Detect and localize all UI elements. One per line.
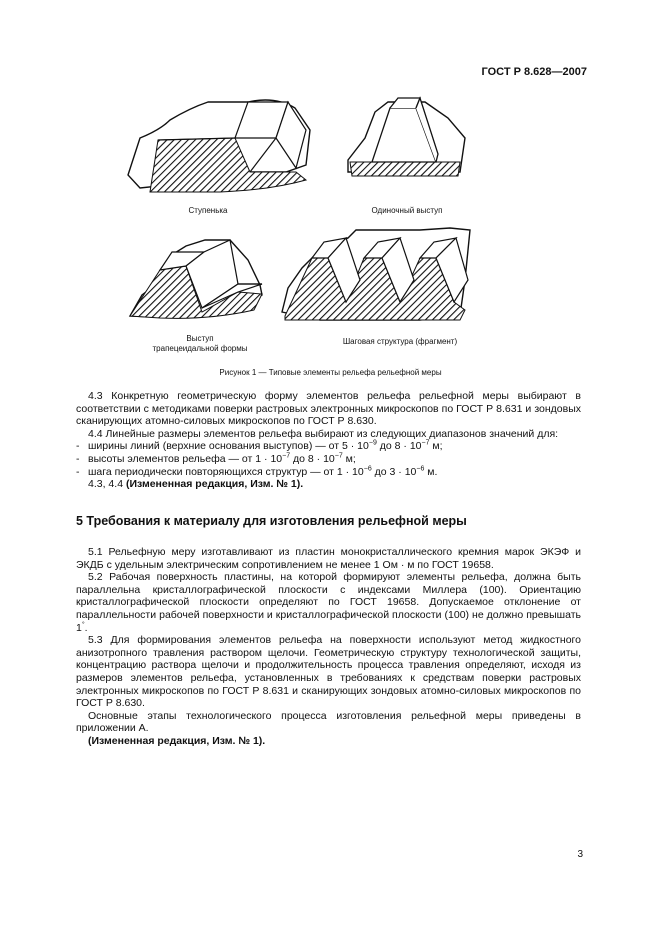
label-trapezoid-line1: Выступ <box>186 334 214 343</box>
label-single-protrusion: Одиночный выступ <box>371 206 443 215</box>
grating-structure-drawing <box>282 228 470 320</box>
single-protrusion-drawing <box>348 98 465 176</box>
list-item-height: - высоты элементов рельефа — от $1 \cdot 10^{-7}$ до $8 \cdot 10^{-7}$ м; <box>76 453 581 466</box>
figure-caption: Рисунок 1 — Типовые элементы рельефа рельефной меры <box>219 368 442 377</box>
label-step: Ступенька <box>188 206 228 215</box>
label-trapezoid-line2: трапецеидальной формы <box>152 344 248 353</box>
section-5-text <box>76 546 581 748</box>
section-5-title: 5 Требования к материалу для изготовления рельефной меры <box>76 514 467 528</box>
paragraph-5-1: 5.1 Рельефную меру изготавливают из пластин монокристаллического кремния марок ЭКЭФ и ЭКДБ с удельным электрическим сопротивлением не менее 1 Ом · м по ГОСТ 19658. <box>76 546 581 571</box>
paragraph-5-3: 5.3 Для формирования элементов рельефа на поверхности используют метод жидкостного анизотропного травления раствором щелочи. Геометрическую структуру технологической защиты, концентрацию раствора щелочи и продолжительность процесса травления определяют, исходя из размеров элементов рельефа, установленных в требованиях к средствам поверки растровых электронных микроскопов по ГОСТ Р 8.631 и сканирующих зондовых атомно-силовых микроскопов по ГОСТ Р 8.630. <box>76 634 581 710</box>
list-item-line-width: - ширины линий (верхние основания выступов) — от $5 \cdot 10^{-9}$ до $8 \cdot 10^{-7}$ м; <box>76 440 581 453</box>
doc-code-header: ГОСТ Р 8.628—2007 <box>481 66 587 78</box>
paragraph-4-3: 4.3 Конкретную геометрическую форму элементов рельефа рельефной меры выбирают в соответствии с методиками поверки растровых электронных микроскопов по ГОСТ Р 8.631 и зондовых сканирующих атомно-силовых микроскопов по ГОСТ Р 8.630. <box>76 390 581 428</box>
amendment-note-4: 4.3, 4.4 (Измененная редакция, Изм. № 1). <box>88 478 304 491</box>
page-number: 3 <box>577 849 583 860</box>
list-item-pitch: - шага периодически повторяющихся структур — от $1 \cdot 10^{-6}$ до $3 \cdot 10^{-6}$ м. <box>76 466 581 479</box>
section-4-text <box>76 390 581 491</box>
paragraph-4-4: 4.4 Линейные размеры элементов рельефа выбирают из следующих диапазонов значений для: <box>88 427 559 440</box>
trapezoid-protrusion-drawing <box>130 240 262 318</box>
paragraph-5-2: 5.2 Рабочая поверхность пластины, на которой формируют элементы рельефа, должна быть параллельна кристаллографической плоскости с индексами Миллера (100). Ориентацию кристаллографической плоскости определяют по ГОСТ 19658. Допускаемое отклонение от параллельности рабочей поверхности и кристаллографической плоскости (100) не должно превышать 1°. <box>76 571 581 634</box>
paragraph-main-stages: Основные этапы технологического процесса изготовления рельефной меры приведены в приложении А. <box>76 709 581 735</box>
label-grating: Шаговая структура (фрагмент) <box>342 337 458 346</box>
amendment-note-5: (Измененная редакция, Изм. № 1). <box>88 734 266 747</box>
step-element-drawing <box>128 100 310 192</box>
